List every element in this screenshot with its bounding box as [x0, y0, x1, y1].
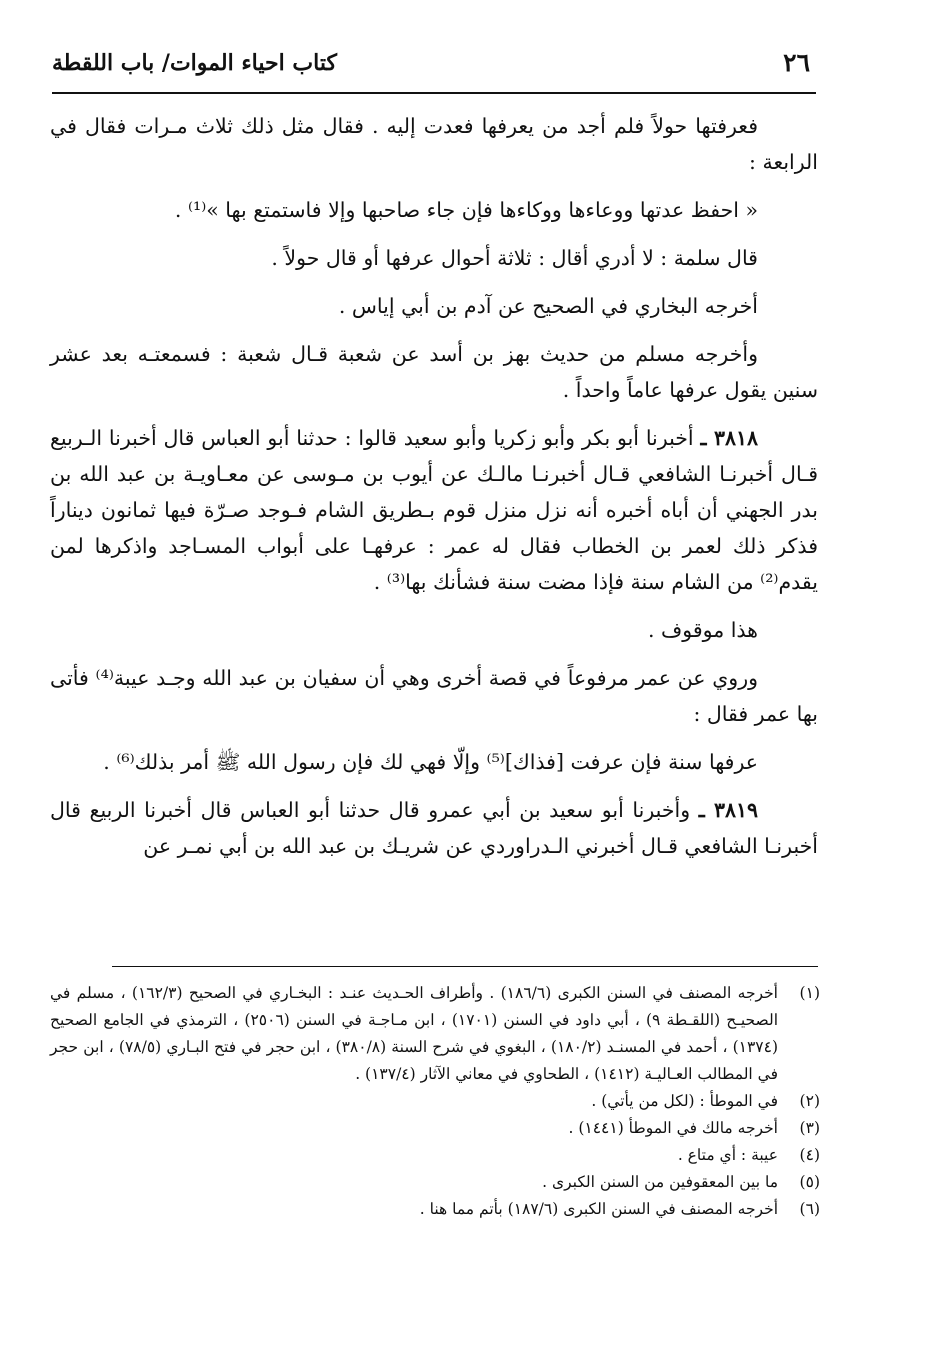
hadith-quote: « احفظ عدتها ووعاءها ووكاءها فإن جاء صاحبها وإلا فاستمتع بها »⁽¹⁾ . — [174, 198, 758, 222]
footnote-text: أخرجه المصنف في السنن الكبرى (١٨٧/٦) بأتم مما هنا . — [419, 1200, 778, 1218]
page-header — [52, 44, 816, 94]
page-number: ٢٦ — [783, 48, 810, 77]
main-text — [50, 108, 818, 876]
running-title: كتاب احياء الموات/ باب اللقطة — [52, 50, 337, 76]
footnote-1 — [50, 980, 820, 1088]
footnote-text: أخرجه مالك في الموطأ (١٤٤١) . — [568, 1119, 778, 1137]
footnote-text: أخرجه المصنف في السنن الكبرى (١٨٦/٦) . وأطراف الحـديث عنـد : البخـاري في الصحيح (١٦٢/٣) ، مسلم في الصحيـح (اللقـطة ٩) ، أبي داود في السنن (١٧٠١) ، ابن مـاجـة في السنن (٢٥٠٦) ، الترمذي في الجامع الصحيح (١٣٧٤) ، أحمد في المسنـد (١٨٠/٢) ، البغوي في شرح السنة (٣٨٠/٨) ، ابن حجر في فتح البـاري (٧٨/٥) ، ابن حجر في المطالب العـاليـة (١٤١٢) ، الطحاوي في معاني الآثار (١٣٧/٤) . — [50, 984, 779, 1083]
footnote-mark: (١) — [799, 984, 820, 1002]
paragraph: فعرفتها حولاً فلم أجد من يعرفها فعدت إليه . فقال مثل ذلك ثلاث مـرات فقال في الرابعة : — [50, 114, 818, 174]
hadith-3818 — [50, 420, 818, 600]
footnote-4 — [50, 1142, 820, 1169]
footnote-text: ما بين المعقوفين من السنن الكبرى . — [542, 1173, 778, 1191]
footnotes — [50, 980, 820, 1223]
paragraph: أخرجه البخاري في الصحيح عن آدم بن أبي إياس . — [338, 294, 758, 318]
footnote-mark: (٤) — [799, 1146, 820, 1164]
footnote-mark: (٦) — [799, 1200, 820, 1218]
footnote-6 — [50, 1196, 820, 1223]
hadith-text: وأخبرنا أبو سعيد بن أبي عمرو قال حدثنا أبو العباس قال أخبرنا الربيع قال أخبرنـا الشافعي قـال أخبرني الـدراوردي عن شريـك بن عبد الله بن أبي نمـر عن — [50, 798, 818, 858]
footnote-separator — [112, 966, 818, 967]
hadith-quote: عرفها سنة فإن عرفت [فذاك]⁽⁵⁾ وإلّا فهي لك فإن رسول الله ﷺ أمر بذلك⁽⁶⁾ . — [103, 750, 758, 774]
hadith-number: ٣٨١٨ ـ — [700, 426, 758, 450]
footnote-mark: (٣) — [799, 1119, 820, 1137]
hadith-number: ٣٨١٩ ـ — [698, 798, 758, 822]
paragraph: قال سلمة : لا أدري أقال : ثلاثة أحوال عرفها أو قال حولاً . — [271, 246, 758, 270]
footnote-5 — [50, 1169, 820, 1196]
footnote-2 — [50, 1088, 820, 1115]
footnote-mark: (٢) — [799, 1092, 820, 1110]
hadith-3819 — [50, 792, 818, 864]
footnote-mark: (٥) — [799, 1173, 820, 1191]
footnote-text: في الموطأ : (لكل من يأتي) . — [591, 1092, 778, 1110]
paragraph: هذا موقوف . — [647, 618, 758, 642]
footnote-3 — [50, 1115, 820, 1142]
paragraph: وروي عن عمر مرفوعاً في قصة أخرى وهي أن سفيان بن عبد الله وجـد عيبة⁽⁴⁾ فأتى بها عمر فقال : — [50, 666, 818, 726]
paragraph: وأخرجه مسلم من حديث بهز بن أسد عن شعبة قـال شعبة : فسمعتـه بعد عشر سنين يقول عرفها عاماً واحداً . — [50, 342, 818, 402]
footnote-text: عيبة : أي متاع . — [677, 1146, 778, 1164]
hadith-text: أخبرنا أبو بكر وأبو زكريا وأبو سعيد قالوا : حدثنا أبو العباس قال أخبرنا الـربيع قـال أخبرنـا الشافعي قـال أخبرنـا مالـك عن أيوب بن مـوسى عن معـاويـة بن عبد الله بن بدر الجهني أن أباه أخبره أنه نزل منزل قوم بـطريق الشام فـوجد صـرّة فيها ثمانون ديناراً فذكر ذلك لعمر بن الخطاب فقال له عمر : عرفهـا على أبواب المسـاجد واذكرها لمن يقدم⁽²⁾ من الشام سنة فإذا مضت سنة فشأنك بها⁽³⁾ . — [50, 426, 818, 594]
